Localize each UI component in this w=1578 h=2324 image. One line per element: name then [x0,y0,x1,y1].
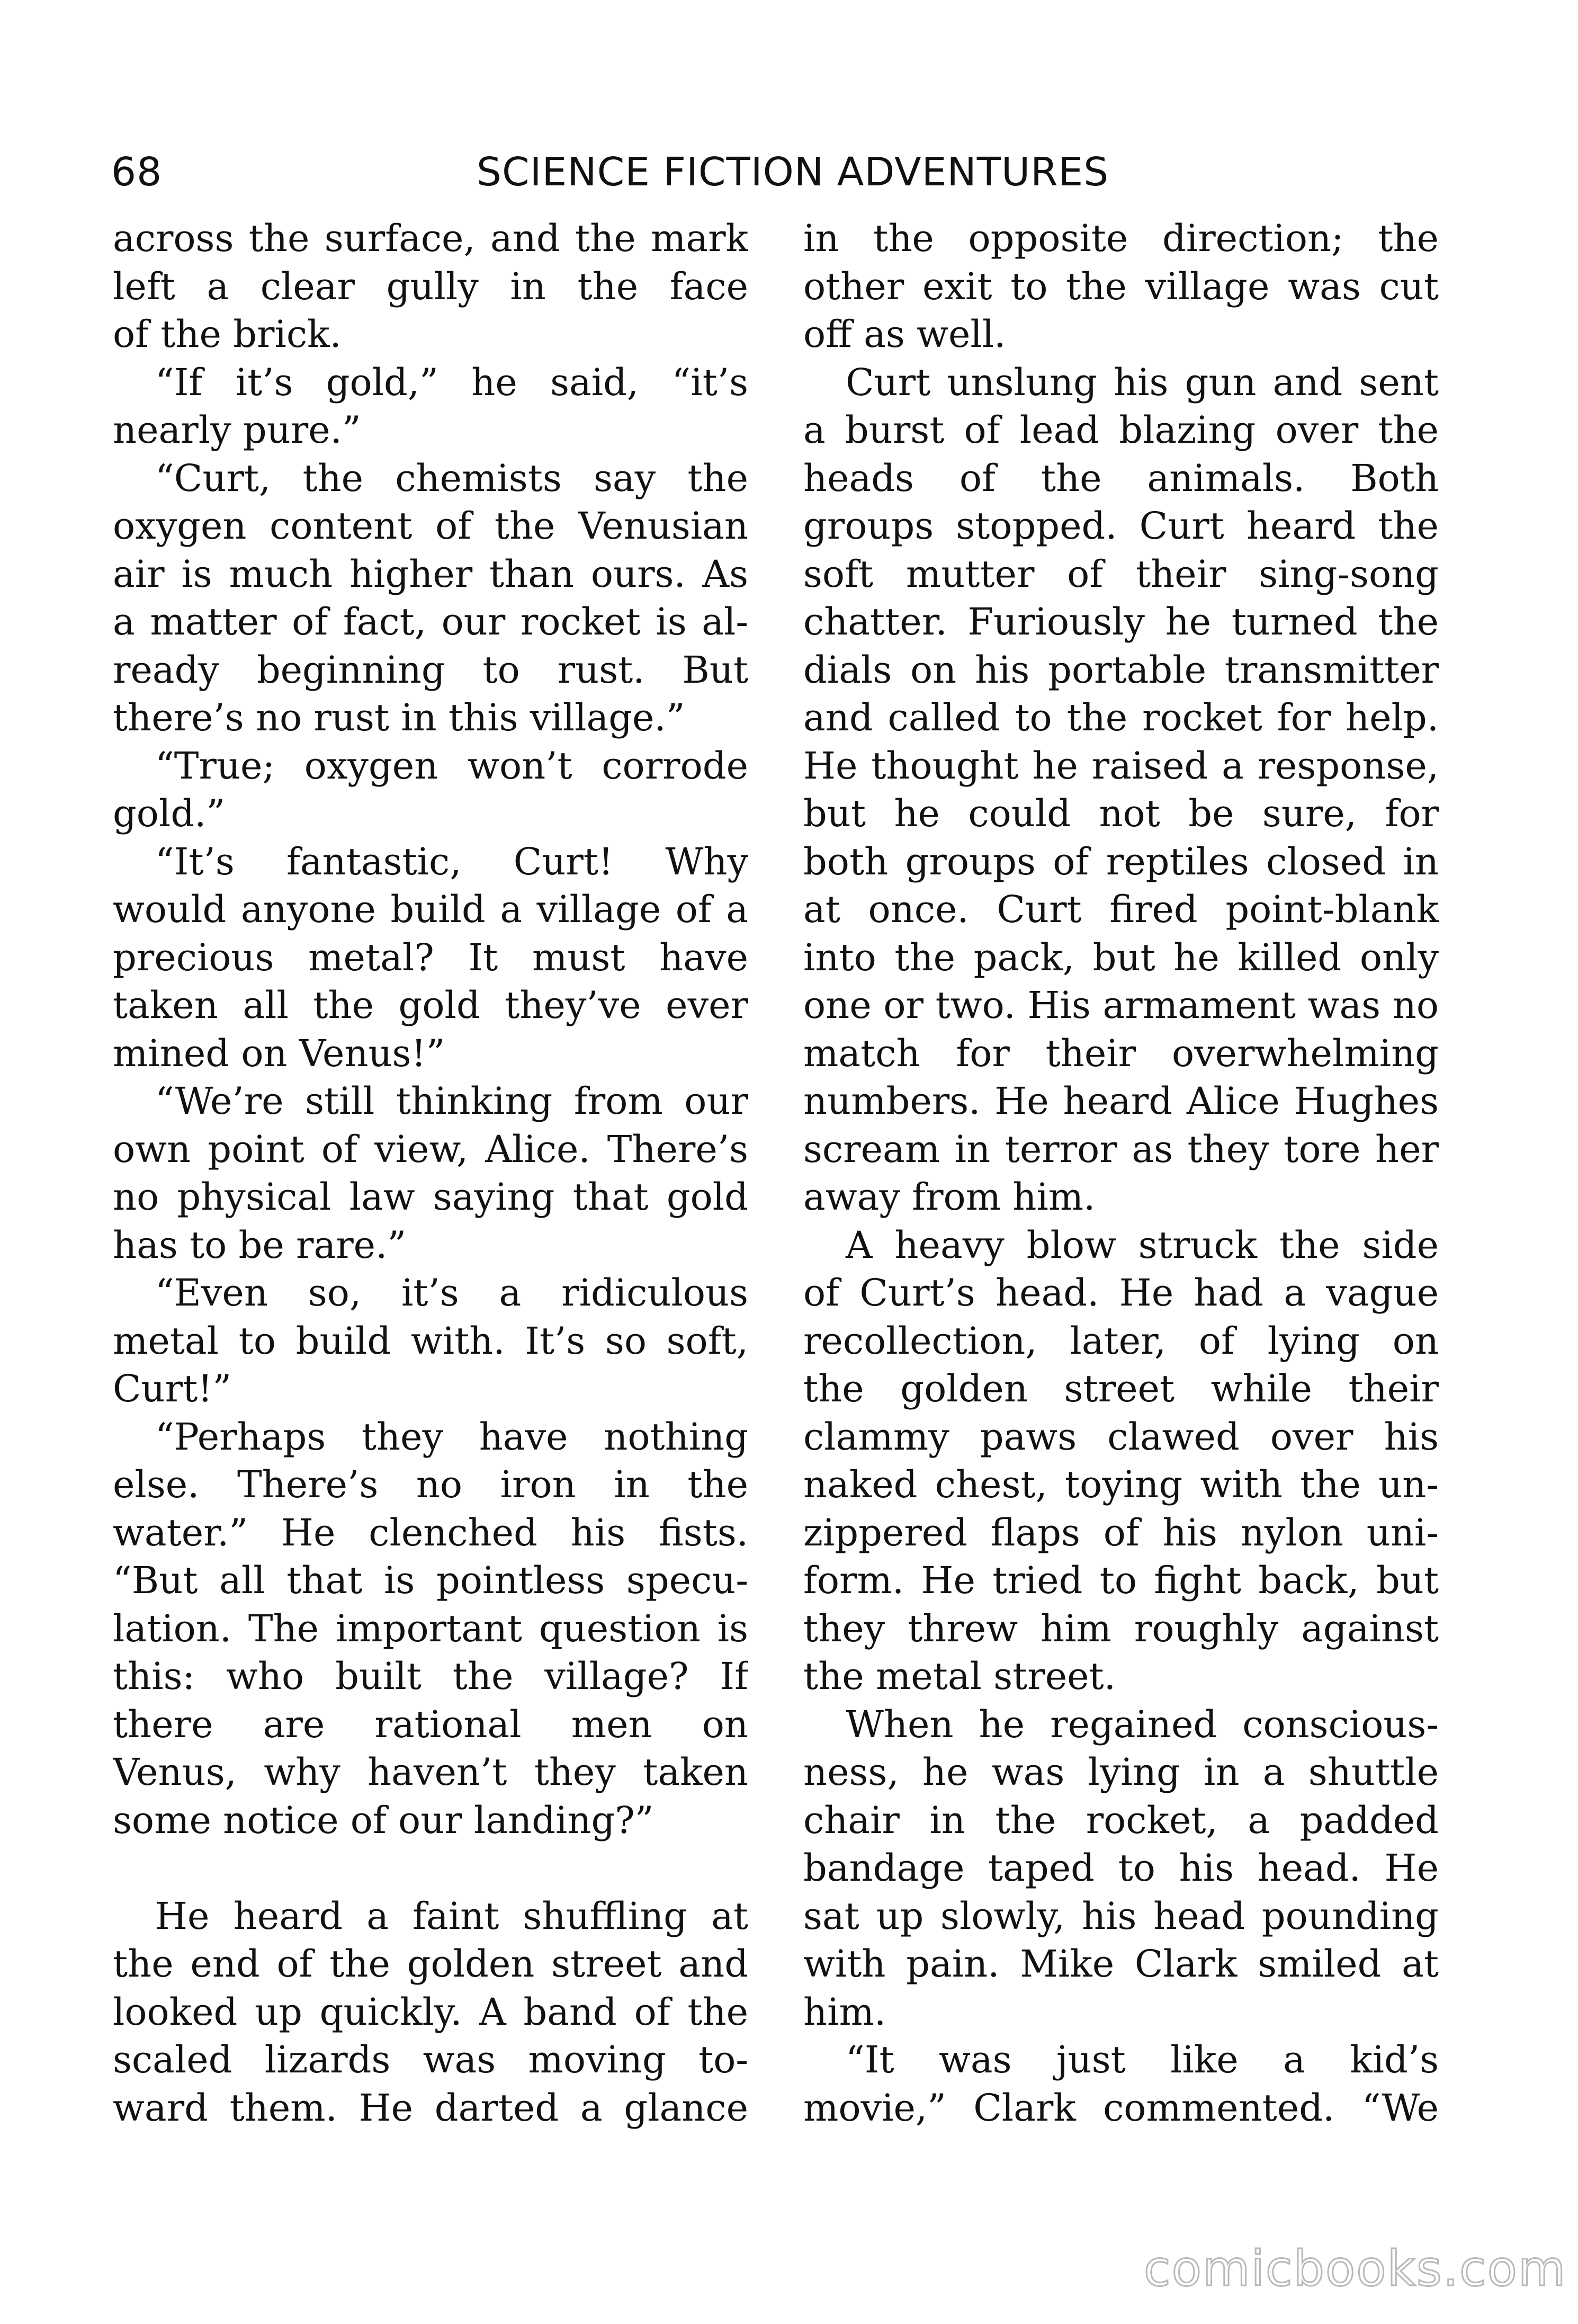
text-line: the end of the golden street and [113,1942,748,1986]
text-line: looked up quickly. A band of the [113,1990,748,2034]
text-line: form. He tried to fight back, but [803,1559,1439,1602]
text-line: precious metal? It must have [113,935,748,979]
text-line: sat up slowly, his head pounding [803,1894,1439,1938]
text-line: would anyone build a village of a [113,888,748,931]
text-line: “It was just like a kid’s [846,2038,1439,2081]
text-line: numbers. He heard Alice Hughes [803,1079,1439,1123]
text-line: “It’s fantastic, Curt! Why [155,839,748,883]
text-line: “Curt, the chemists say the [155,456,748,500]
text-line: a burst of lead blazing over the [803,408,1439,452]
text-line: heads of the animals. Both [803,456,1439,500]
text-line: “True; oxygen won’t corrode [155,744,748,788]
text-line: chatter. Furiously he turned the [803,600,1439,643]
text-line: scream in terror as they tore her [803,1127,1439,1171]
text-line: own point of view, Alice. There’s [113,1127,748,1171]
text-line: soft mutter of their sing-song [803,552,1439,596]
text-line: zippered flaps of his nylon uni- [803,1510,1439,1554]
text-line: match for their overwhelming [803,1031,1439,1075]
text-line [113,1844,748,1892]
text-line: else. There’s no iron in the [113,1463,748,1506]
text-line: the metal street. [803,1655,1116,1698]
text-line: Curt!” [113,1367,232,1410]
text-line: naked chest, toying with the un- [803,1463,1439,1506]
text-line: in the opposite direction; the [803,217,1439,260]
text-line: no physical law saying that gold [113,1175,748,1219]
text-line: He heard a faint shuffling at [155,1894,748,1938]
text-line: across the surface, and the mark [113,217,748,260]
text-line: with pain. Mike Clark smiled at [803,1942,1439,1986]
text-line: oxygen content of the Venusian [113,504,748,548]
text-line: ready beginning to rust. But [113,648,748,692]
text-line: groups stopped. Curt heard the [803,504,1439,548]
text-line: nearly pure.” [113,408,361,452]
text-line: other exit to the village was cut [803,264,1439,308]
text-line: “Perhaps they have nothing [155,1415,748,1459]
text-line: there are rational men on [113,1702,748,1746]
text-line: recollection, later, of lying on [803,1319,1439,1363]
watermark: comicbooks.com [1144,2240,1567,2297]
text-line: into the pack, but he killed only [803,935,1439,979]
text-line: gold.” [113,792,226,835]
text-line: air is much higher than ours. As [113,552,748,596]
text-line: at once. Curt fired point-blank [803,888,1439,931]
text-line: lation. The important question is [113,1606,748,1650]
text-line: When he regained conscious- [846,1702,1439,1746]
text-line: left a clear gully in the face [113,264,748,308]
text-line: “Even so, it’s a ridiculous [155,1271,748,1315]
text-line: bandage taped to his head. He [803,1846,1439,1890]
text-line: ward them. He darted a glance [113,2086,748,2130]
text-line: “But all that is pointless specu- [113,1559,748,1602]
text-line: metal to build with. It’s so soft, [113,1319,748,1363]
text-line: scaled lizards was moving to- [113,2038,748,2081]
text-line: one or two. His armament was no [803,984,1439,1027]
text-line: a matter of fact, our rocket is al- [113,600,748,643]
text-line: away from him. [803,1175,1096,1219]
text-line: has to be rare.” [113,1223,407,1267]
text-line: Venus, why haven’t they taken [113,1750,748,1794]
text-line: him. [803,1990,886,2034]
text-line: Curt unslung his gun and sent [846,360,1439,404]
text-line: movie,” Clark commented. “We [803,2086,1439,2130]
text-line: chair in the rocket, a padded [803,1798,1439,1842]
text-line: but he could not be sure, for [803,792,1439,835]
text-line: mined on Venus!” [113,1031,445,1075]
text-line: this: who built the village? If [113,1655,748,1698]
text-line: and called to the rocket for help. [803,696,1439,739]
page-header [111,143,1435,201]
text-line: some notice of our landing?” [113,1798,654,1842]
text-line: of the brick. [113,312,342,356]
text-line: ness, he was lying in a shuttle [803,1750,1439,1794]
text-line: dials on his portable transmitter [803,648,1439,692]
text-line: “If it’s gold,” he said, “it’s [155,360,748,404]
text-line: the golden street while their [803,1367,1439,1410]
text-line: taken all the gold they’ve ever [113,984,748,1027]
text-line: clammy paws clawed over his [803,1415,1439,1459]
running-title: SCIENCE FICTION ADVENTURES [477,149,1109,195]
page-number: 68 [111,149,163,195]
text-line: “We’re still thinking from our [155,1079,748,1123]
text-line: He thought he raised a response, [803,744,1439,788]
left-column [113,214,748,2132]
text-line: of Curt’s head. He had a vague [803,1271,1439,1315]
text-line: both groups of reptiles closed in [803,839,1439,883]
text-line: water.” He clenched his fists. [113,1510,748,1554]
text-line: off as well. [803,312,1006,356]
text-line: they threw him roughly against [803,1606,1439,1650]
text-line: A heavy blow struck the side [846,1223,1439,1267]
text-line: there’s no rust in this village.” [113,696,685,739]
right-column [803,214,1439,2132]
